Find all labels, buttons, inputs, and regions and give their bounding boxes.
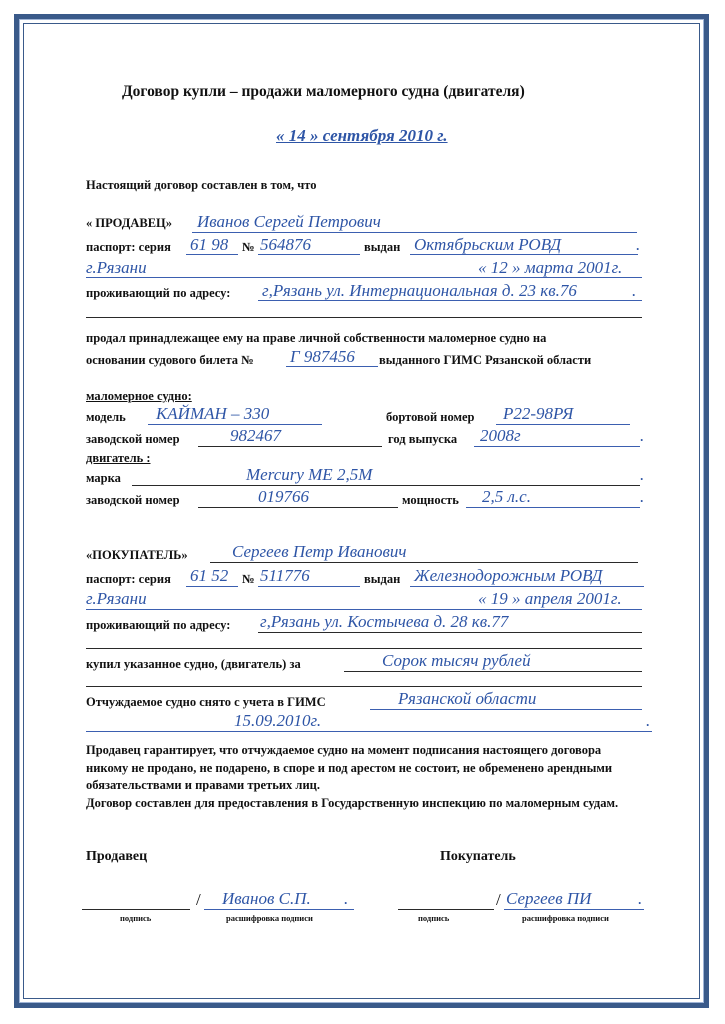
engine-serial-label: заводской номер (86, 493, 180, 507)
vessel-year-line (474, 446, 640, 447)
engine-power: 2,5 л.с. (482, 487, 531, 506)
engine-brand: Mercury ME 2,5M (246, 465, 373, 484)
vessel-year-label: год выпуска (388, 432, 458, 446)
seller-issued-label: выдан (364, 240, 401, 254)
vessel-board-number: Р22-98РЯ (503, 404, 574, 423)
seller-signature-decode: Иванов С.П. (222, 889, 311, 908)
seller-city: г.Рязани (86, 258, 147, 277)
buyer-name-line (210, 562, 638, 563)
buyer-number-line (258, 586, 360, 587)
seller-signature-line (82, 909, 190, 910)
engine-heading: двигатель : (86, 451, 151, 465)
seller-passport-number: 564876 (260, 235, 311, 254)
buyer-passport-label: паспорт: серия (86, 572, 171, 586)
vessel-heading: маломерное судно: (86, 389, 192, 403)
purchase-price: Сорок тысяч рублей (382, 651, 531, 670)
registry-authority-line (370, 709, 642, 710)
buyer-city-line (86, 609, 642, 610)
sold-line1: продал принадлежащее ему на праве личной собственности маломерное судно на (86, 331, 547, 345)
buyer-passport-number: 511776 (260, 566, 310, 585)
seller-number-sign: № (242, 240, 255, 254)
vessel-serial-label: заводской номер (86, 432, 180, 446)
seller-name-line (192, 232, 637, 233)
sold-line2-suffix: выданного ГИМС Рязанской области (379, 353, 592, 367)
buyer-address-label: проживающий по адресу: (86, 618, 231, 632)
engine-brand-label: марка (86, 471, 121, 485)
buyer-signature-line (398, 909, 494, 910)
seller-passport-series: 61 98 (190, 235, 229, 254)
seller-decode-dot: . (344, 889, 349, 908)
sold-line2-prefix: основании судового билета № (86, 353, 254, 367)
seller-address: г,Рязань ул. Интернациональная д. 23 кв.76 (262, 281, 577, 300)
vessel-board-line (496, 424, 630, 425)
seller-sig-slash: / (196, 890, 201, 909)
seller-issued-dot: . (636, 235, 641, 254)
buyer-issued-date: « 19 » апреля 2001г. (478, 589, 622, 608)
engine-brand-line (132, 485, 640, 486)
purpose-paragraph: Договор составлен для предоставления в Государственную инспекцию по маломерным судам. (86, 796, 619, 810)
buyer-name: Сергеев Петр Иванович (232, 542, 407, 561)
vessel-model-line (148, 424, 322, 425)
vessel-serial-line (198, 446, 382, 447)
seller-label: « ПРОДАВЕЦ» (86, 216, 173, 230)
seller-issued-by: Октябрьским РОВД (414, 235, 562, 254)
purchase-blank-line (86, 686, 642, 687)
buyer-passport-series: 61 52 (190, 566, 229, 585)
engine-power-dot: . (640, 487, 645, 506)
buyer-sig-slash: / (496, 890, 501, 909)
seller-address-label: проживающий по адресу: (86, 286, 231, 300)
engine-brand-dot: . (640, 465, 645, 484)
vessel-model-label: модель (86, 410, 126, 424)
seller-address-dot: . (632, 281, 637, 300)
seller-sign-caption: подпись (120, 913, 152, 923)
buyer-address-line (258, 632, 642, 633)
buyer-series-line (186, 586, 238, 587)
buyer-address: г,Рязань ул. Костычева д. 28 кв.77 (260, 612, 509, 631)
buyer-issued-by: Железнодорожным РОВД (414, 566, 603, 585)
engine-serial-line (198, 507, 398, 508)
registry-date-dot: . (646, 711, 651, 730)
vessel-serial: 982467 (230, 426, 281, 445)
vessel-year-dot: . (640, 426, 645, 445)
buyer-issued-label: выдан (364, 572, 401, 586)
buyer-number-sign: № (242, 572, 255, 586)
seller-issued-date: « 12 » марта 2001г. (478, 258, 623, 277)
buyer-signature-decode: Сергеев ПИ (506, 889, 592, 908)
engine-power-line (466, 507, 640, 508)
buyer-issued-line (410, 586, 644, 587)
vessel-model: КАЙМАН – 330 (156, 404, 270, 423)
buyer-city: г.Рязани (86, 589, 147, 608)
vessel-year: 2008г (480, 426, 521, 445)
buyer-decode-caption: расшифровка подписи (522, 913, 609, 923)
registry-label: Отчуждаемое судно снято с учета в ГИМС (86, 695, 326, 709)
intro-text: Настоящий договор составлен в том, что (86, 178, 317, 192)
purchase-price-line (344, 671, 642, 672)
buyer-decode-dot: . (638, 889, 643, 908)
engine-power-label: мощность (402, 493, 459, 507)
seller-signature-heading: Продавец (86, 849, 148, 864)
seller-decode-line (204, 909, 354, 910)
purchase-label: купил указанное судно, (двигатель) за (86, 657, 301, 671)
seller-decode-caption: расшифровка подписи (226, 913, 313, 923)
seller-passport-label: паспорт: серия (86, 240, 171, 254)
guarantee-paragraph: Продавец гарантирует, что отчуждаемое судно на момент подписания настоящего договора никому не продано, не подарено, в споре и под арестом не состоит, не обременено арендными обязательствами и правами третьих лиц. (86, 743, 613, 792)
buyer-blank-line (86, 648, 642, 649)
contract-date: « 14 » сентября 2010 г. (276, 126, 448, 145)
engine-serial: 019766 (258, 487, 309, 506)
ticket-number: Г 987456 (290, 347, 355, 366)
registry-date-line (86, 731, 652, 732)
document-title: Договор купли – продажи маломерного судна (двигателя) (122, 83, 525, 100)
buyer-label: «ПОКУПАТЕЛЬ» (86, 548, 188, 562)
registry-authority: Рязанской области (398, 689, 537, 708)
vessel-board-label: бортовой номер (386, 410, 475, 424)
buyer-sign-caption: подпись (418, 913, 450, 923)
registry-date: 15.09.2010г. (234, 711, 322, 730)
buyer-signature-heading: Покупатель (440, 849, 516, 864)
seller-blank-line (86, 317, 642, 318)
seller-name: Иванов Сергей Петрович (197, 212, 381, 231)
buyer-decode-line (504, 909, 644, 910)
